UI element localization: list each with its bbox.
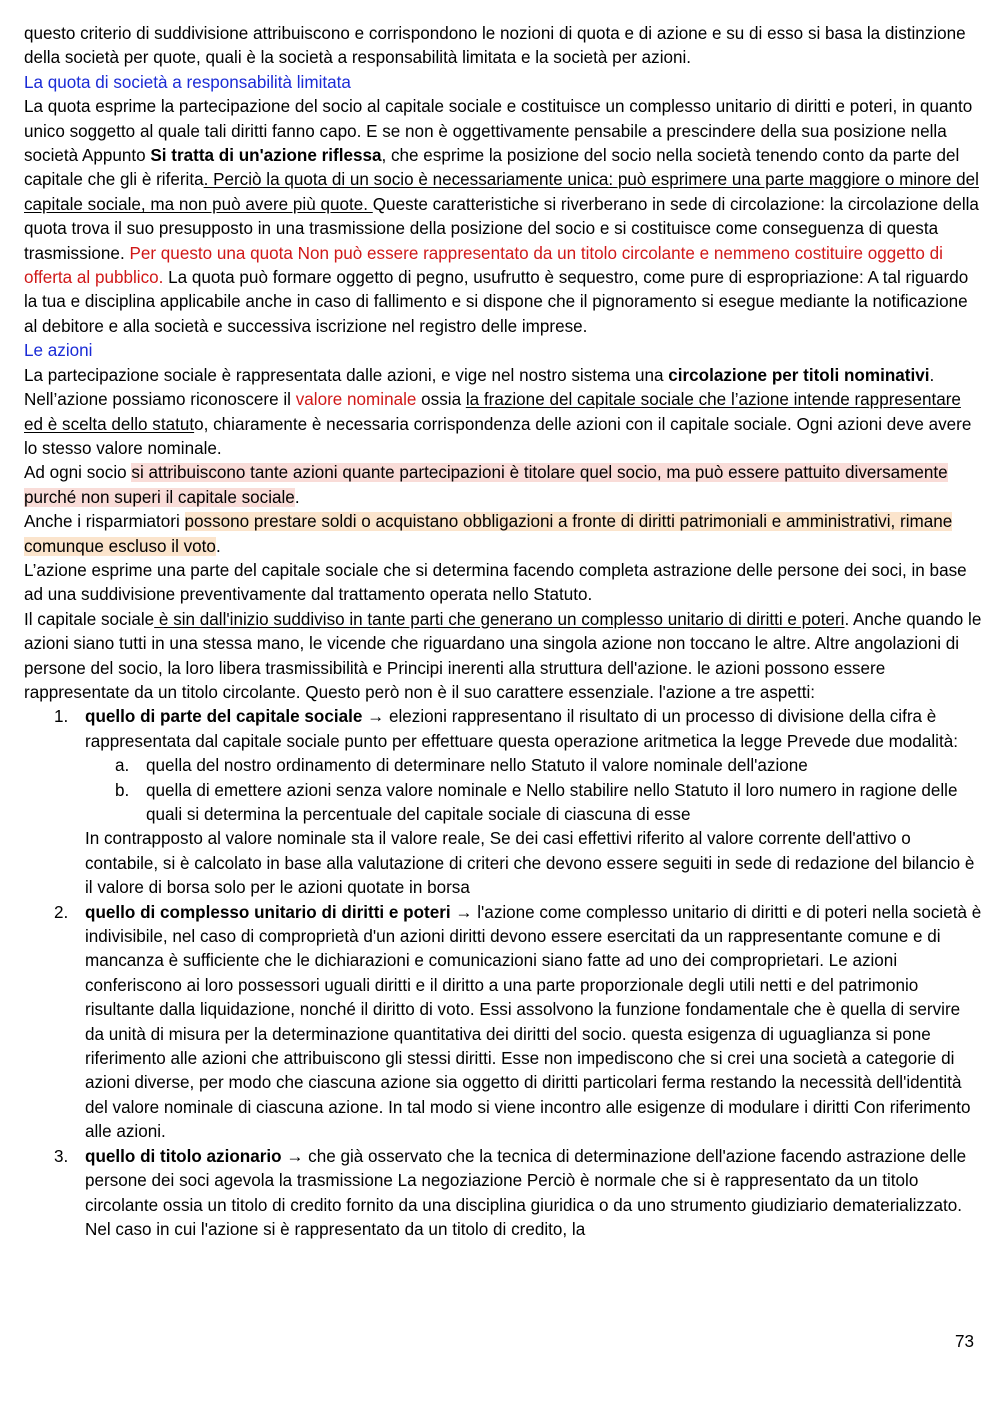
text-run: Anche i risparmiatori xyxy=(24,512,185,532)
paragraph-azioni-4: L’azione esprime una parte del capitale sociale che si determina facendo completa astrazione delle persone dei soci, in base ad una suddivisione preventivamente dal trattamento operata nello Statuto. xyxy=(24,560,967,605)
list-item-text xyxy=(85,1145,982,1243)
sublist-item xyxy=(85,754,982,778)
intro-paragraph: questo criterio di suddivisione attribuiscono e corrispondono le nozioni di quota e di azione e su di esso si basa la distinzione della società per quote, quali è la società a responsabilità limitata e la società per azioni. xyxy=(24,24,966,68)
sublist-letter: a. xyxy=(115,756,130,776)
list-number: 3. xyxy=(54,1146,69,1166)
list-number: 2. xyxy=(54,902,69,922)
section-heading-azioni: Le azioni xyxy=(24,341,93,361)
text-run: La quota esprime la partecipazione del socio al capitale sociale e costituisce un complesso unitario di diritti e poteri, in quanto unico soggetto al quale tali diritti fanno capo. E se non è oggettivamente pensabile a prescindere della sua posizione nella società Appunto xyxy=(24,97,973,166)
paragraph-azioni-5 xyxy=(24,608,982,706)
red-text: Per questo una quota Non può essere rappresentato da un titolo circolante e nemmeno costituire oggetto di offerta al pubblico. xyxy=(24,243,943,288)
text-run: . Anche quando le azioni siano tutti in una stessa mano, le vicende che riguardano una singola azione non toccano le altre. Altre angolazioni di persone del socio, la loro libera trasmissibilità e Principi inerenti alla struttura dell'azione. le azioni possono essere rappresentate da un titolo circolante. Questo però non è il suo carattere essenziale. l'azione a tre aspetti: xyxy=(24,609,982,702)
arrow-icon: → xyxy=(362,707,389,727)
text-run: La quota può formare oggetto di pegno, usufrutto è sequestro, come pure di espropriazione: A tal riguardo la tua e disciplina applicabile anche in caso di fallimento e si dispone che il pignoramento si esegue mediante la notificazione al debitore e alla società e successiva iscrizione nel registro delle imprese. xyxy=(24,268,969,336)
list-item-text xyxy=(85,901,982,1145)
arrow-icon: → xyxy=(450,902,478,922)
bold-text: Si tratta di un'azione riflessa xyxy=(150,146,382,166)
text-run: La partecipazione sociale è rappresentata dalle azioni, e vige nel nostro sistema una xyxy=(24,365,669,385)
paragraph-azioni-3 xyxy=(24,510,982,559)
sublist-item xyxy=(85,779,982,828)
text-run: Ad ogni socio xyxy=(24,463,132,483)
bold-text: quello di complesso unitario di diritti e poteri xyxy=(85,902,451,922)
bold-text: circolazione per titoli nominativi xyxy=(668,365,930,385)
page-number: 73 xyxy=(954,1332,974,1351)
text-run: Il capitale sociale xyxy=(24,609,155,629)
bold-text: quello di parte del capitale sociale xyxy=(85,707,363,727)
text-run: . Nell’azione possiamo riconoscere il xyxy=(24,365,935,410)
text-run: o, chiaramente è necessaria corrispondenza delle azioni con il capitale sociale. Ogni azioni deve avere lo stesso valore nominale. xyxy=(24,414,972,458)
sublist-text: quella del nostro ordinamento di determinare nello Statuto il valore nominale dell'azione xyxy=(146,756,808,776)
underlined-text: la frazione del capitale sociale che l’azione intende rappresentare ed è scelta dello statut xyxy=(24,390,961,434)
text-run: Queste caratteristiche si riverberano in sede di circolazione: la circolazione della quota trova il suo presupposto in una trasmissione della posizione del socio e si costituisce come conseguenza di questa trasmissione. xyxy=(24,194,979,263)
text-run: elezioni rappresentano il risultato di un processo di divisione della cifra è rappresentata dal capitale sociale punto per effettuare questa operazione aritmetica la legge Prevede due modalità: xyxy=(85,707,958,751)
text-run: ossia xyxy=(416,390,466,410)
underlined-text: è sin dall'inizio suddiviso in tante parti che generano un complesso unitario di diritti e poteri xyxy=(154,609,845,629)
document-body xyxy=(24,22,982,1242)
paragraph-azioni-1 xyxy=(24,364,982,462)
list-item xyxy=(24,705,982,900)
list-item-text-after: In contrapposto al valore nominale sta il valore reale, Se dei casi effettivi riferito al valore corrente dell'attivo o contabile, si è calcolato in base alla valutazione di criteri che devono essere seguiti in sede di redazione del bilancio è il valore di borsa solo per le azioni quotate in borsa xyxy=(85,829,975,898)
highlighted-text: possono prestare soldi o acquistano obbligazioni a fronte di diritti patrimoniali e amministrativi, rimane comunque escluso il voto xyxy=(24,512,953,556)
section-heading-quota: La quota di società a responsabilità limitata xyxy=(24,72,351,92)
red-text: valore nominale xyxy=(295,390,417,410)
list-item xyxy=(24,901,982,1145)
arrow-icon: → xyxy=(281,1146,309,1166)
text-run: l'azione come complesso unitario di diritti e di poteri nella società è indivisibile, nel caso di comproprietà d'un azioni diritti devono essere esercitati da un rappresentante comune e di mancanza è sufficiente che le dichiarazioni e comunicazioni siano fatte ad uno dei comproprietari. Le azioni conferiscono ai loro possessori uguali diritti e il diritto a una parte proporzionale degli utili netti e del patrimonio risultante dalla liquidazione, nonché il diritto di voto. Essi assolvono la funzione fondamentale che è quella di servire da unità di misura per la determinazione quantitativa dei diritti del socio. questa esigenza di uguaglianza si pone riferimento alle azioni che attribuiscono gli stessi diritti. Esse non impediscono che si crei una società a categorie di azioni diverse, per modo che ciascuna azione sia oggetto di diritti particolari ferma restando la necessità dell'identità del valore nominale di ciascuna azione. In tal modo si viene incontro alle esigenze di modulare i diritti Con riferimento alle azioni. xyxy=(85,902,982,1142)
list-item xyxy=(24,1145,982,1243)
sublist-letter: b. xyxy=(115,780,130,800)
sublist-text: quella di emettere azioni senza valore nominale e Nello stabilire nello Statuto il loro numero in ragione delle quali si determina la percentuale del capitale sociale di ciascuna di esse xyxy=(146,780,958,824)
underlined-text: . Perciò la quota di un socio è necessariamente unica: può esprimere una parte maggiore o minore del capitale sociale, ma non può avere più quote. xyxy=(24,170,979,214)
text-run: , che esprime la posizione del socio nella società tenendo conto da parte del capitale che gli è riferita xyxy=(24,146,960,190)
paragraph-quota xyxy=(24,95,982,339)
list-number: 1. xyxy=(54,707,69,727)
text-run: che già osservato che la tecnica di determinazione dell'azione facendo astrazione delle persone dei soci agevola la trasmissione La negoziazione Perciò è normale che si è rappresentato da un titolo circolante ossia un titolo di credito fornito da una disciplina giuridica o da uno strumento giudiziario dematerializzato. Nel caso in cui l'azione si è rappresentato da un titolo di credito, la xyxy=(85,1146,967,1239)
highlighted-text: si attribuiscono tante azioni quante partecipazioni è titolare quel socio, ma può essere pattuito diversamente purché non superi il capitale sociale xyxy=(24,463,948,507)
lettered-sublist xyxy=(85,754,982,827)
bold-text: quello di titolo azionario xyxy=(85,1146,282,1166)
list-item-text xyxy=(85,705,982,754)
paragraph-azioni-2 xyxy=(24,461,982,510)
text-run: . xyxy=(215,536,221,556)
numbered-list xyxy=(24,705,982,1242)
text-run: . xyxy=(294,487,300,507)
